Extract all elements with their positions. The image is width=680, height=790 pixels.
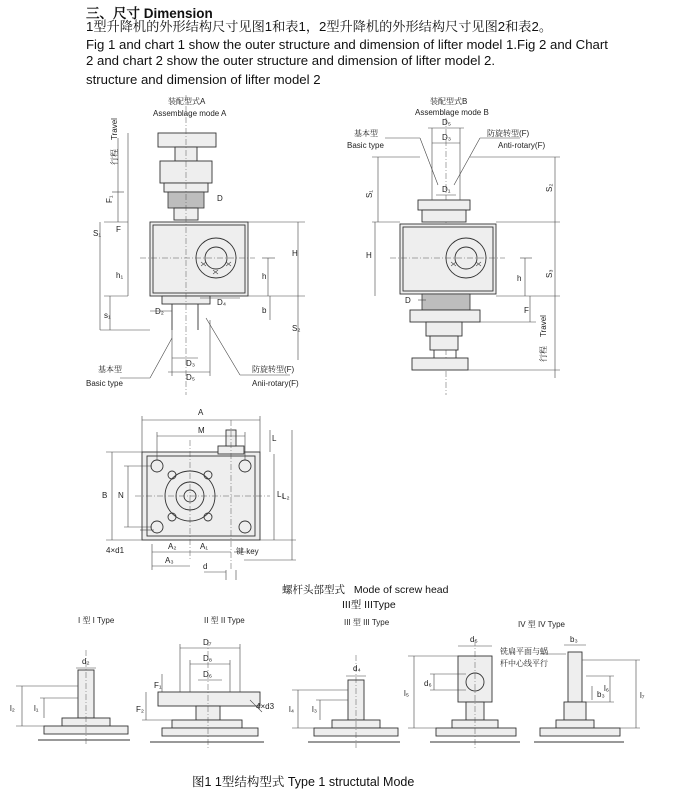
- type-4-note-2: 杆中心线平行: [500, 659, 548, 668]
- plan-l2: L₂: [282, 492, 290, 501]
- travel-a: 行程: [110, 149, 119, 165]
- type-4-label: IV 型 IV Type: [518, 620, 565, 629]
- assembly-b-drawing: [372, 118, 560, 395]
- section-title: 三、尺寸 Dimension: [86, 6, 213, 21]
- dim-b-d5: D₅: [442, 118, 451, 127]
- mode-b-en: Assemblage mode B: [415, 108, 489, 117]
- plan-n: N: [118, 491, 124, 500]
- type-3-l4: l₄: [289, 705, 295, 714]
- travel-a-en: Travel: [110, 118, 119, 140]
- dim-b-f: F: [524, 306, 529, 315]
- dim-b-h: h: [517, 274, 522, 283]
- type-1-label: I 型 I Type: [78, 616, 115, 625]
- type-2-d8: D₈: [203, 654, 213, 663]
- type-4-note-1: 铣扁平面与蜗: [500, 647, 548, 656]
- basic-type-a-cn: 基本型: [98, 365, 122, 374]
- type-1-l1: l₁: [34, 704, 39, 713]
- anti-rotary-b-cn: 防旋转型(F): [487, 129, 530, 138]
- plan-a1: A₁: [200, 542, 209, 551]
- screw-head-title: [282, 582, 448, 597]
- intro-english-line-1: Fig 1 and chart 1 show the outer structure and dimension of lifter model 1.Fig 2 and Chart: [86, 37, 608, 52]
- dim-b-s1: S₁: [365, 189, 374, 198]
- intro-english-line-2: 2 and chart 2 show the outer structure and dimension of lifter model 2.: [86, 53, 496, 68]
- plan-bolt: 4×d1: [106, 546, 125, 555]
- screw-head-subtitle: III型 IIIType: [342, 599, 396, 611]
- intro-chinese: 1型升降机的外形结构尺寸见图1和表1，2型升降机的外形结构尺寸见图2和表2。: [86, 19, 553, 34]
- basic-type-b-cn: 基本型: [354, 129, 378, 138]
- dim-a-s1: s₁: [104, 311, 111, 320]
- plan-a2: A₂: [168, 542, 177, 551]
- dim-b-h-large: H: [366, 251, 372, 260]
- dim-b-d1: D₁: [442, 185, 451, 194]
- dim-b-s2: S₂: [545, 183, 554, 192]
- figure-caption: 图1 1型结构型式 Type 1 structutal Mode: [192, 775, 415, 789]
- type-4-l5: l₅: [404, 689, 409, 698]
- basic-type-b-en: Basic type: [347, 141, 384, 150]
- type-4-drawing: [408, 640, 640, 748]
- type-4-d6: d₆: [424, 679, 432, 688]
- plan-b: B: [102, 491, 108, 500]
- dim-a-d4: D₄: [217, 298, 227, 307]
- screw-head-title-en: Mode of screw head: [353, 584, 449, 596]
- type-4-b3b: b₃: [597, 690, 605, 699]
- screw-head-title-cn: 螺杆头部型式: [282, 584, 345, 596]
- subtitle: structure and dimension of lifter model 2: [86, 72, 321, 87]
- type-3-drawing: [292, 655, 400, 748]
- plan-l1: L₁: [277, 490, 285, 499]
- travel-b-en: Travel: [539, 315, 548, 337]
- plan-view-drawing: [106, 416, 296, 580]
- type-4-b3: b₃: [570, 635, 578, 644]
- anti-rotary-a-cn: 防旋转型(F): [252, 365, 295, 374]
- dim-a-b: b: [262, 306, 267, 315]
- plan-key: 键 key: [236, 547, 259, 556]
- type-4-l8: l₆: [604, 684, 610, 693]
- type-1-d2: d₂: [82, 657, 90, 666]
- dim-a-h1: h₁: [116, 271, 124, 280]
- plan-m: M: [198, 426, 205, 435]
- plan-a: A: [198, 408, 204, 417]
- dim-a-d5: D₅: [186, 373, 195, 382]
- type-1-drawing: [16, 650, 130, 745]
- dim-a-d2: D₂: [155, 307, 164, 316]
- type-2-d7: D₇: [203, 638, 212, 647]
- type-3-d4: d₄: [353, 664, 361, 673]
- plan-l: L: [272, 434, 277, 443]
- dim-a-d3: D₃: [186, 359, 196, 368]
- anti-rotary-b-en: Anti-rotary(F): [498, 141, 546, 150]
- assembly-a-drawing: [100, 95, 305, 395]
- travel-b-cn: 行程: [539, 346, 548, 362]
- type-4-d5: d₅: [470, 635, 478, 644]
- dim-a-h: h: [262, 272, 267, 281]
- type-2-d6: D₆: [203, 670, 213, 679]
- plan-a3: A₃: [165, 556, 174, 565]
- type-2-f1: F₁: [154, 681, 162, 690]
- dim-a-s2: S₂: [292, 324, 301, 333]
- dim-a-s1-left: S₁: [93, 229, 102, 238]
- type-3-label: III 型 III Type: [344, 618, 390, 627]
- type-2-f2: F₂: [136, 705, 144, 714]
- type-3-l3: l₃: [312, 705, 318, 714]
- type-1-l2: l₂: [10, 704, 15, 713]
- basic-type-a-en: Basic type: [86, 379, 123, 388]
- dim-a-f: F: [116, 225, 121, 234]
- mode-b-cn: 装配型式B: [430, 97, 468, 106]
- dim-b-s3: S₃: [545, 269, 554, 278]
- dim-a-h-large: H: [292, 249, 298, 258]
- anti-rotary-a-en: Anii-rotary(F): [252, 379, 299, 388]
- plan-d: d: [203, 562, 208, 571]
- mode-a-cn: 装配型式A: [168, 97, 206, 106]
- dim-b-d: D: [405, 296, 411, 305]
- type-2-bolt: 4×d3: [256, 702, 275, 711]
- dim-a-d: D: [217, 194, 223, 203]
- type-4-l7: l₇: [640, 691, 645, 700]
- dim-b-d3: D₃: [442, 133, 452, 142]
- mode-a-en: Assemblage mode A: [153, 109, 227, 118]
- type-2-label: II 型 II Type: [204, 616, 245, 625]
- dim-a-f1: F₁: [105, 195, 114, 203]
